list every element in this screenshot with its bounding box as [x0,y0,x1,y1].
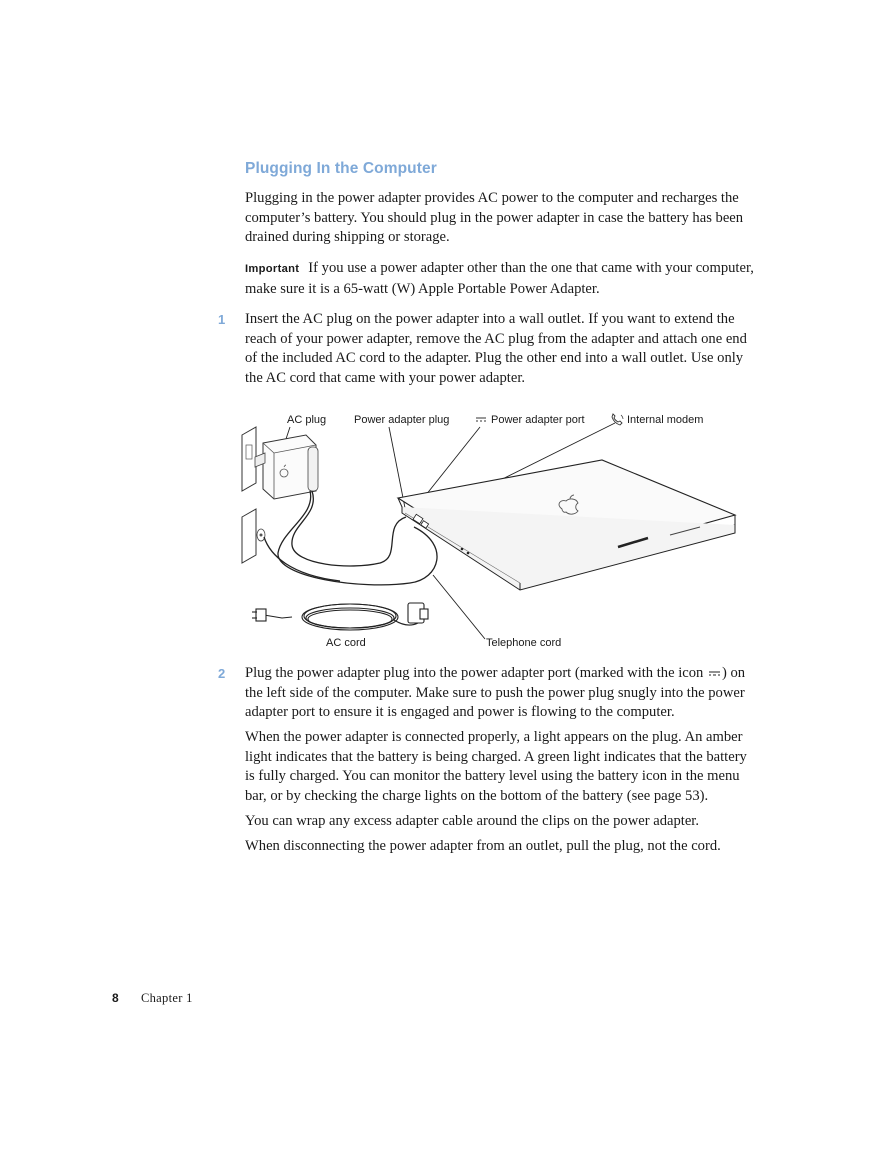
step-2-text-before-icon: Plug the power adapter plug into the power adapter port (marked with the icon [245,665,707,681]
section-heading: Plugging In the Computer [245,160,437,177]
step-2-text [245,664,760,723]
label-telephone-cord: Telephone cord [486,637,562,649]
intro-paragraph: Plugging in the power adapter provides AC power to the computer and recharges the computer’s battery. You should plug in the power adapter in case the battery has been drained during shipping or storage. [245,190,744,245]
powerbook-laptop [398,460,735,590]
important-note [245,259,760,299]
important-text: If you use a power adapter other than the one that came with your computer, make sure it is a 65-watt (W) Apple Portable Power Adapter. [245,260,754,297]
step-2-number: 2 [218,666,226,681]
charge-light-paragraph: When the power adapter is connected properly, a light appears on the plug. An amber light indicates that the battery is being charged. A green light indicates that the battery is fully charged. You can monitor the battery level using the battery icon in the menu bar, or by checking the charge lights on the bottom of the battery (see page 53). [245,729,747,804]
label-ac-cord: AC cord [326,637,366,649]
label-power-adapter-port: Power adapter port [491,414,585,426]
wall-outlet-bottom [242,509,265,563]
important-label: Important [245,263,300,275]
power-port-symbol-icon [476,418,486,421]
wrap-cable-paragraph: You can wrap any excess adapter cable around the clips on the power adapter. [245,813,700,829]
disconnect-paragraph: When disconnecting the power adapter from an outlet, pull the plug, not the cord. [245,838,721,854]
label-power-adapter-plug: Power adapter plug [354,414,450,426]
label-internal-modem: Internal modem [627,414,704,426]
chapter-label: Chapter 1 [141,991,193,1005]
step-1-text: Insert the AC plug on the power adapter into a wall outlet. If you want to extend the reach of your power adapter, remove the AC plug from the adapter and attach one end of the included AC cord to the adapter. Plug the other end into a wall outlet. Use only the AC cord that came with your power adapter. [245,311,747,386]
ac-cord-coil [252,603,428,630]
power-adapter-port-icon [708,670,721,678]
step-1-number: 1 [218,312,226,327]
page-number: 8 [112,991,119,1005]
power-adapter-brick [255,435,318,499]
step-2-text-after-icon: ) on the left side of the computer. Make sure to push the power plug snugly into the power adapter port to ensure it is engaged and power is flowing to the computer. [245,665,746,720]
power-adapter-illustration [230,405,750,655]
label-ac-plug: AC plug [287,414,327,426]
wall-outlet-top [242,427,256,491]
